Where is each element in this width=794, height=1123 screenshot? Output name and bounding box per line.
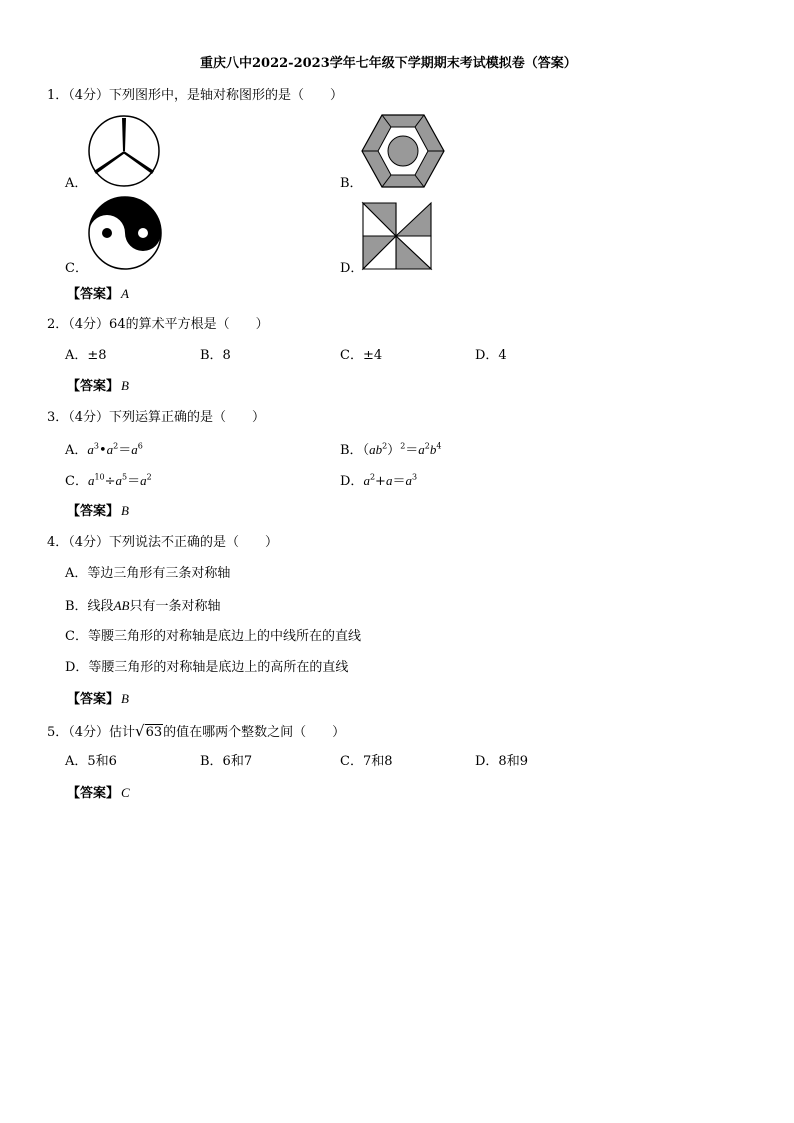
q4-option-a: A．等边三角形有三条对称轴 xyxy=(65,566,231,581)
radicand: 63 xyxy=(145,725,163,740)
page-title: 重庆八中2022-2023学年七年级下学期期末考试模拟卷（答案） xyxy=(200,56,577,71)
q3-option-d: D．$a^2+a=a^3$ xyxy=(340,472,418,489)
figure-a-tri-blade-circle xyxy=(87,114,161,188)
answer-value: B xyxy=(121,378,129,393)
q2-option-d: D．4 xyxy=(475,348,507,363)
answer-label: 【答案】 xyxy=(67,287,120,302)
q2-option-c: C．±4 xyxy=(340,348,383,363)
answer-value: C xyxy=(121,785,130,800)
q2-answer xyxy=(67,378,129,395)
figure-c-yin-yang xyxy=(87,195,163,271)
option-text: B．线段 xyxy=(65,599,114,614)
answer-value: A xyxy=(121,286,129,301)
q1-label-b: B． xyxy=(340,176,363,191)
q1-label-c: C． xyxy=(65,261,88,276)
q3-option-b: B．$(ab^2)^2=a^2b^4$ xyxy=(340,441,442,458)
q4-stem: 4．（4分）下列说法不正确的是（ ） xyxy=(47,535,279,550)
q5-option-d: D．8和9 xyxy=(475,754,528,769)
option-var: AB xyxy=(113,598,130,613)
option-tail: 只有一条对称轴 xyxy=(129,599,221,614)
q4-option-b xyxy=(65,598,220,615)
answer-label: 【答案】 xyxy=(67,786,120,801)
answer-value: B xyxy=(121,503,129,518)
option-label: D． xyxy=(340,474,364,489)
q5-stem-post: 的值在哪两个整数之间（ ） xyxy=(163,725,346,740)
q4-option-c: C．等腰三角形的对称轴是底边上的中线所在的直线 xyxy=(65,629,361,644)
q3-stem: 3．（4分）下列运算正确的是（ ） xyxy=(47,410,266,425)
q1-answer xyxy=(67,286,129,303)
q1-label-d: D． xyxy=(340,261,364,276)
q2-option-a: A．±8 xyxy=(65,348,107,363)
q5-option-a: A．5和6 xyxy=(65,754,117,769)
q5-stem xyxy=(47,723,345,741)
answer-value: B xyxy=(121,691,129,706)
q1-label-a: A． xyxy=(65,176,88,191)
q1-stem: 1．（4分）下列图形中，是轴对称图形的是（ ） xyxy=(47,88,344,103)
sqrt-expression: √63 xyxy=(135,722,163,740)
answer-label: 【答案】 xyxy=(67,504,120,519)
q5-stem-pre: 5．（4分）估计 xyxy=(47,725,136,740)
option-label: B． xyxy=(340,443,363,458)
figure-d-pinwheel xyxy=(361,201,433,271)
q5-option-b: B．6和7 xyxy=(200,754,253,769)
q3-option-a: A．$a^3•a^2=a^6$ xyxy=(65,441,143,458)
q3-option-c: C．$a^{10}\div a^5=a^2$ xyxy=(65,472,152,489)
q3-answer xyxy=(67,503,129,520)
q4-answer xyxy=(67,691,129,708)
q5-answer xyxy=(67,785,130,802)
answer-label: 【答案】 xyxy=(67,379,120,394)
q2-option-b: B．8 xyxy=(200,348,231,363)
option-label: A． xyxy=(65,443,88,458)
q5-option-c: C．7和8 xyxy=(340,754,393,769)
figure-b-hexagon xyxy=(361,114,445,188)
q2-stem: 2．（4分）64的算术平方根是（ ） xyxy=(47,317,269,332)
option-label: C． xyxy=(65,474,88,489)
answer-label: 【答案】 xyxy=(67,692,120,707)
q4-option-d: D．等腰三角形的对称轴是底边上的高所在的直线 xyxy=(65,660,349,675)
